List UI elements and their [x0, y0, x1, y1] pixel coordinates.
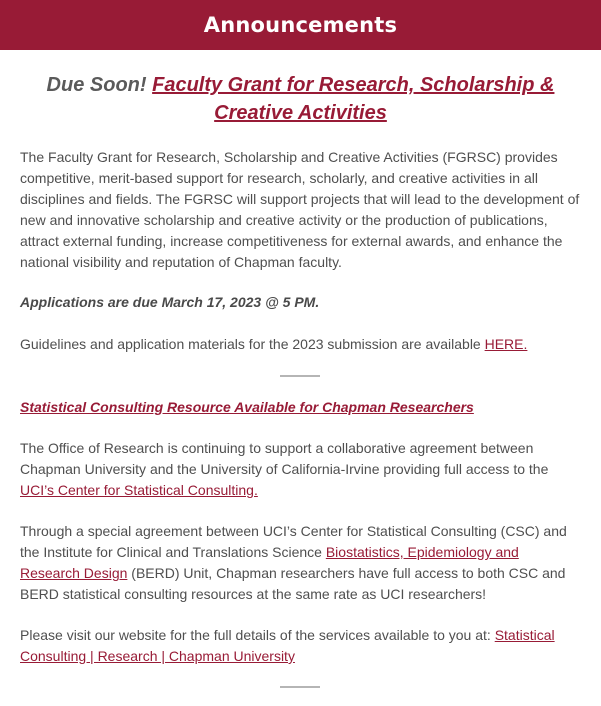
consulting-heading [20, 397, 580, 418]
consulting-p3-text: Please visit our website for the full details of the services available to you at: [20, 627, 491, 643]
page-title: Announcements [203, 13, 398, 37]
guidelines-text: Guidelines and application materials for the 2023 submission are available [20, 336, 481, 352]
grant-title-link[interactable]: Faculty Grant for Research, Scholarship & Creative Activities [152, 74, 555, 124]
berd-link[interactable]: Biostatistics, Epidemiology and Research Design [20, 544, 519, 581]
grant-guidelines [20, 334, 580, 355]
announcements-content [0, 50, 601, 706]
announcements-header [0, 0, 601, 50]
uci-center-link[interactable]: UCI’s Center for Statistical Consulting. [20, 482, 258, 498]
grant-lead [20, 71, 581, 127]
section-divider [280, 375, 320, 377]
consulting-heading-link[interactable]: Statistical Consulting Resource Available for Chapman Researchers [20, 399, 474, 415]
consulting-paragraph-3 [20, 625, 580, 667]
consulting-p1-text: The Office of Research is continuing to support a collaborative agreement between Chapman University and the University of California-Irvine providing full access to the [20, 440, 549, 477]
consulting-paragraph-2 [20, 521, 580, 605]
statistical-consulting-link[interactable]: Statistical Consulting | Research | Chapman University [20, 627, 555, 664]
grant-deadline: Applications are due March 17, 2023 @ 5 PM. [20, 294, 320, 310]
guidelines-here-link[interactable]: HERE. [484, 336, 528, 352]
bottom-divider [280, 686, 320, 688]
consulting-p2-text-b: (BERD) Unit, Chapman researchers have full access to both CSC and BERD statistical consulting resources at the same rate as UCI researchers! [20, 565, 566, 602]
consulting-paragraph-1 [20, 438, 580, 501]
consulting-p2-text-a: Through a special agreement between UCI’s Center for Statistical Consulting (CSC) and the Institute for Clinical and Translations Science [20, 523, 567, 560]
due-soon-label: Due Soon! [46, 74, 147, 96]
grant-description: The Faculty Grant for Research, Scholarship and Creative Activities (FGRSC) provides competitive, merit-based support for research, scholarly, and creative activities in all disciplines and fields. The FGRSC will support projects that will lead to the development of new and innovative scholarship and creative activity or the production of publications, attract external funding, increase competitiveness for external awards, and enhance the national visibility and reputation of Chapman faculty. [20, 149, 580, 270]
